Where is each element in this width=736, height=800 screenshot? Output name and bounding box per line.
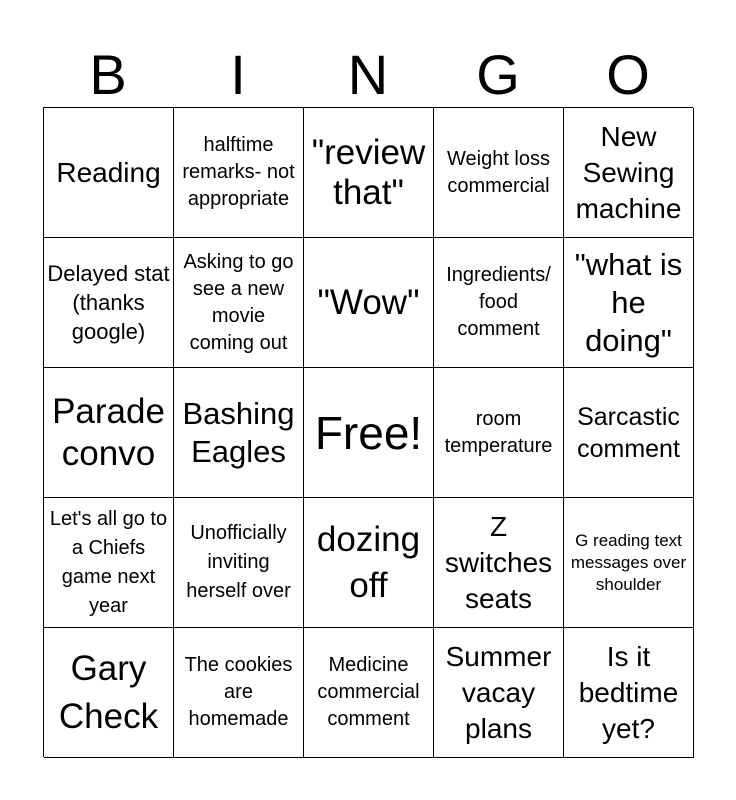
cell-text: Medicine commercial comment — [317, 654, 420, 730]
cell-text: "Wow" — [317, 282, 420, 322]
cell-text: The cookies are homemade — [184, 654, 293, 730]
bingo-cell-r2c4[interactable] — [434, 238, 564, 368]
bingo-cell-r3c5[interactable] — [564, 368, 694, 498]
cell-text: Asking to go see a new movie coming out — [183, 250, 294, 354]
cell-text: Parade convo — [52, 391, 165, 473]
bingo-cell-r1c2[interactable] — [174, 108, 304, 238]
cell-text: Let's all go to a Chiefs game next year — [49, 507, 168, 617]
bingo-cell-r1c4[interactable] — [434, 108, 564, 238]
cell-text: Bashing Eagles — [182, 395, 295, 469]
bingo-cell-r5c5[interactable] — [564, 628, 694, 758]
cell-text: halftime remarks- not appropriate — [182, 134, 295, 210]
header-letter-o: O — [606, 43, 650, 106]
bingo-cell-r2c2[interactable] — [174, 238, 304, 368]
cell-text: Weight loss commercial — [446, 147, 550, 197]
cell-text: dozing off — [316, 519, 421, 605]
bingo-cell-r2c3[interactable] — [304, 238, 434, 368]
bingo-cell-r4c2[interactable] — [174, 498, 304, 628]
bingo-cell-r1c5[interactable] — [564, 108, 694, 238]
cell-text: New Sewing machine — [575, 120, 682, 224]
bingo-cell-r1c3[interactable] — [304, 108, 434, 238]
bingo-cell-r5c4[interactable] — [434, 628, 564, 758]
header-letter-b: B — [89, 43, 127, 106]
header-letter-n: N — [347, 43, 389, 106]
bingo-cell-r5c2[interactable] — [174, 628, 304, 758]
cell-text: Ingredients/ food comment — [446, 264, 551, 340]
bingo-cell-r4c5[interactable] — [564, 498, 694, 628]
bingo-cell-r2c5[interactable] — [564, 238, 694, 368]
bingo-cell-r4c3[interactable] — [304, 498, 434, 628]
cell-text: Gary Check — [58, 648, 159, 736]
cell-text: Delayed stat (thanks google) — [47, 261, 170, 344]
cell-text: "what is he doing" — [574, 246, 683, 358]
bingo-cell-r5c3[interactable] — [304, 628, 434, 758]
cell-text: room temperature — [444, 407, 553, 457]
free-space: Free! — [314, 406, 423, 459]
cell-text: Summer vacay plans — [445, 640, 552, 744]
cell-text: Reading — [56, 156, 161, 188]
bingo-grid — [43, 107, 693, 757]
bingo-cell-r2c1[interactable] — [44, 238, 174, 368]
bingo-cell-r3c2[interactable] — [174, 368, 304, 498]
bingo-cell-r1c1[interactable] — [44, 108, 174, 238]
bingo-cell-r3c1[interactable] — [44, 368, 174, 498]
bingo-header — [43, 44, 693, 106]
bingo-cell-r5c1[interactable] — [44, 628, 174, 758]
header-letter-i: I — [230, 43, 246, 106]
bingo-cell-r3c3[interactable] — [304, 368, 434, 498]
bingo-cell-r3c4[interactable] — [434, 368, 564, 498]
cell-text: "review that" — [311, 132, 426, 212]
cell-text: Unofficially inviting herself over — [186, 522, 291, 602]
cell-text: Z switches seats — [444, 510, 553, 614]
cell-text: Is it bedtime yet? — [578, 640, 679, 744]
cell-text: Sarcastic comment — [577, 402, 680, 463]
header-letter-g: G — [476, 43, 520, 106]
bingo-cell-r4c1[interactable] — [44, 498, 174, 628]
cell-text: G reading text messages over shoulder — [570, 530, 687, 594]
bingo-cell-r4c4[interactable] — [434, 498, 564, 628]
